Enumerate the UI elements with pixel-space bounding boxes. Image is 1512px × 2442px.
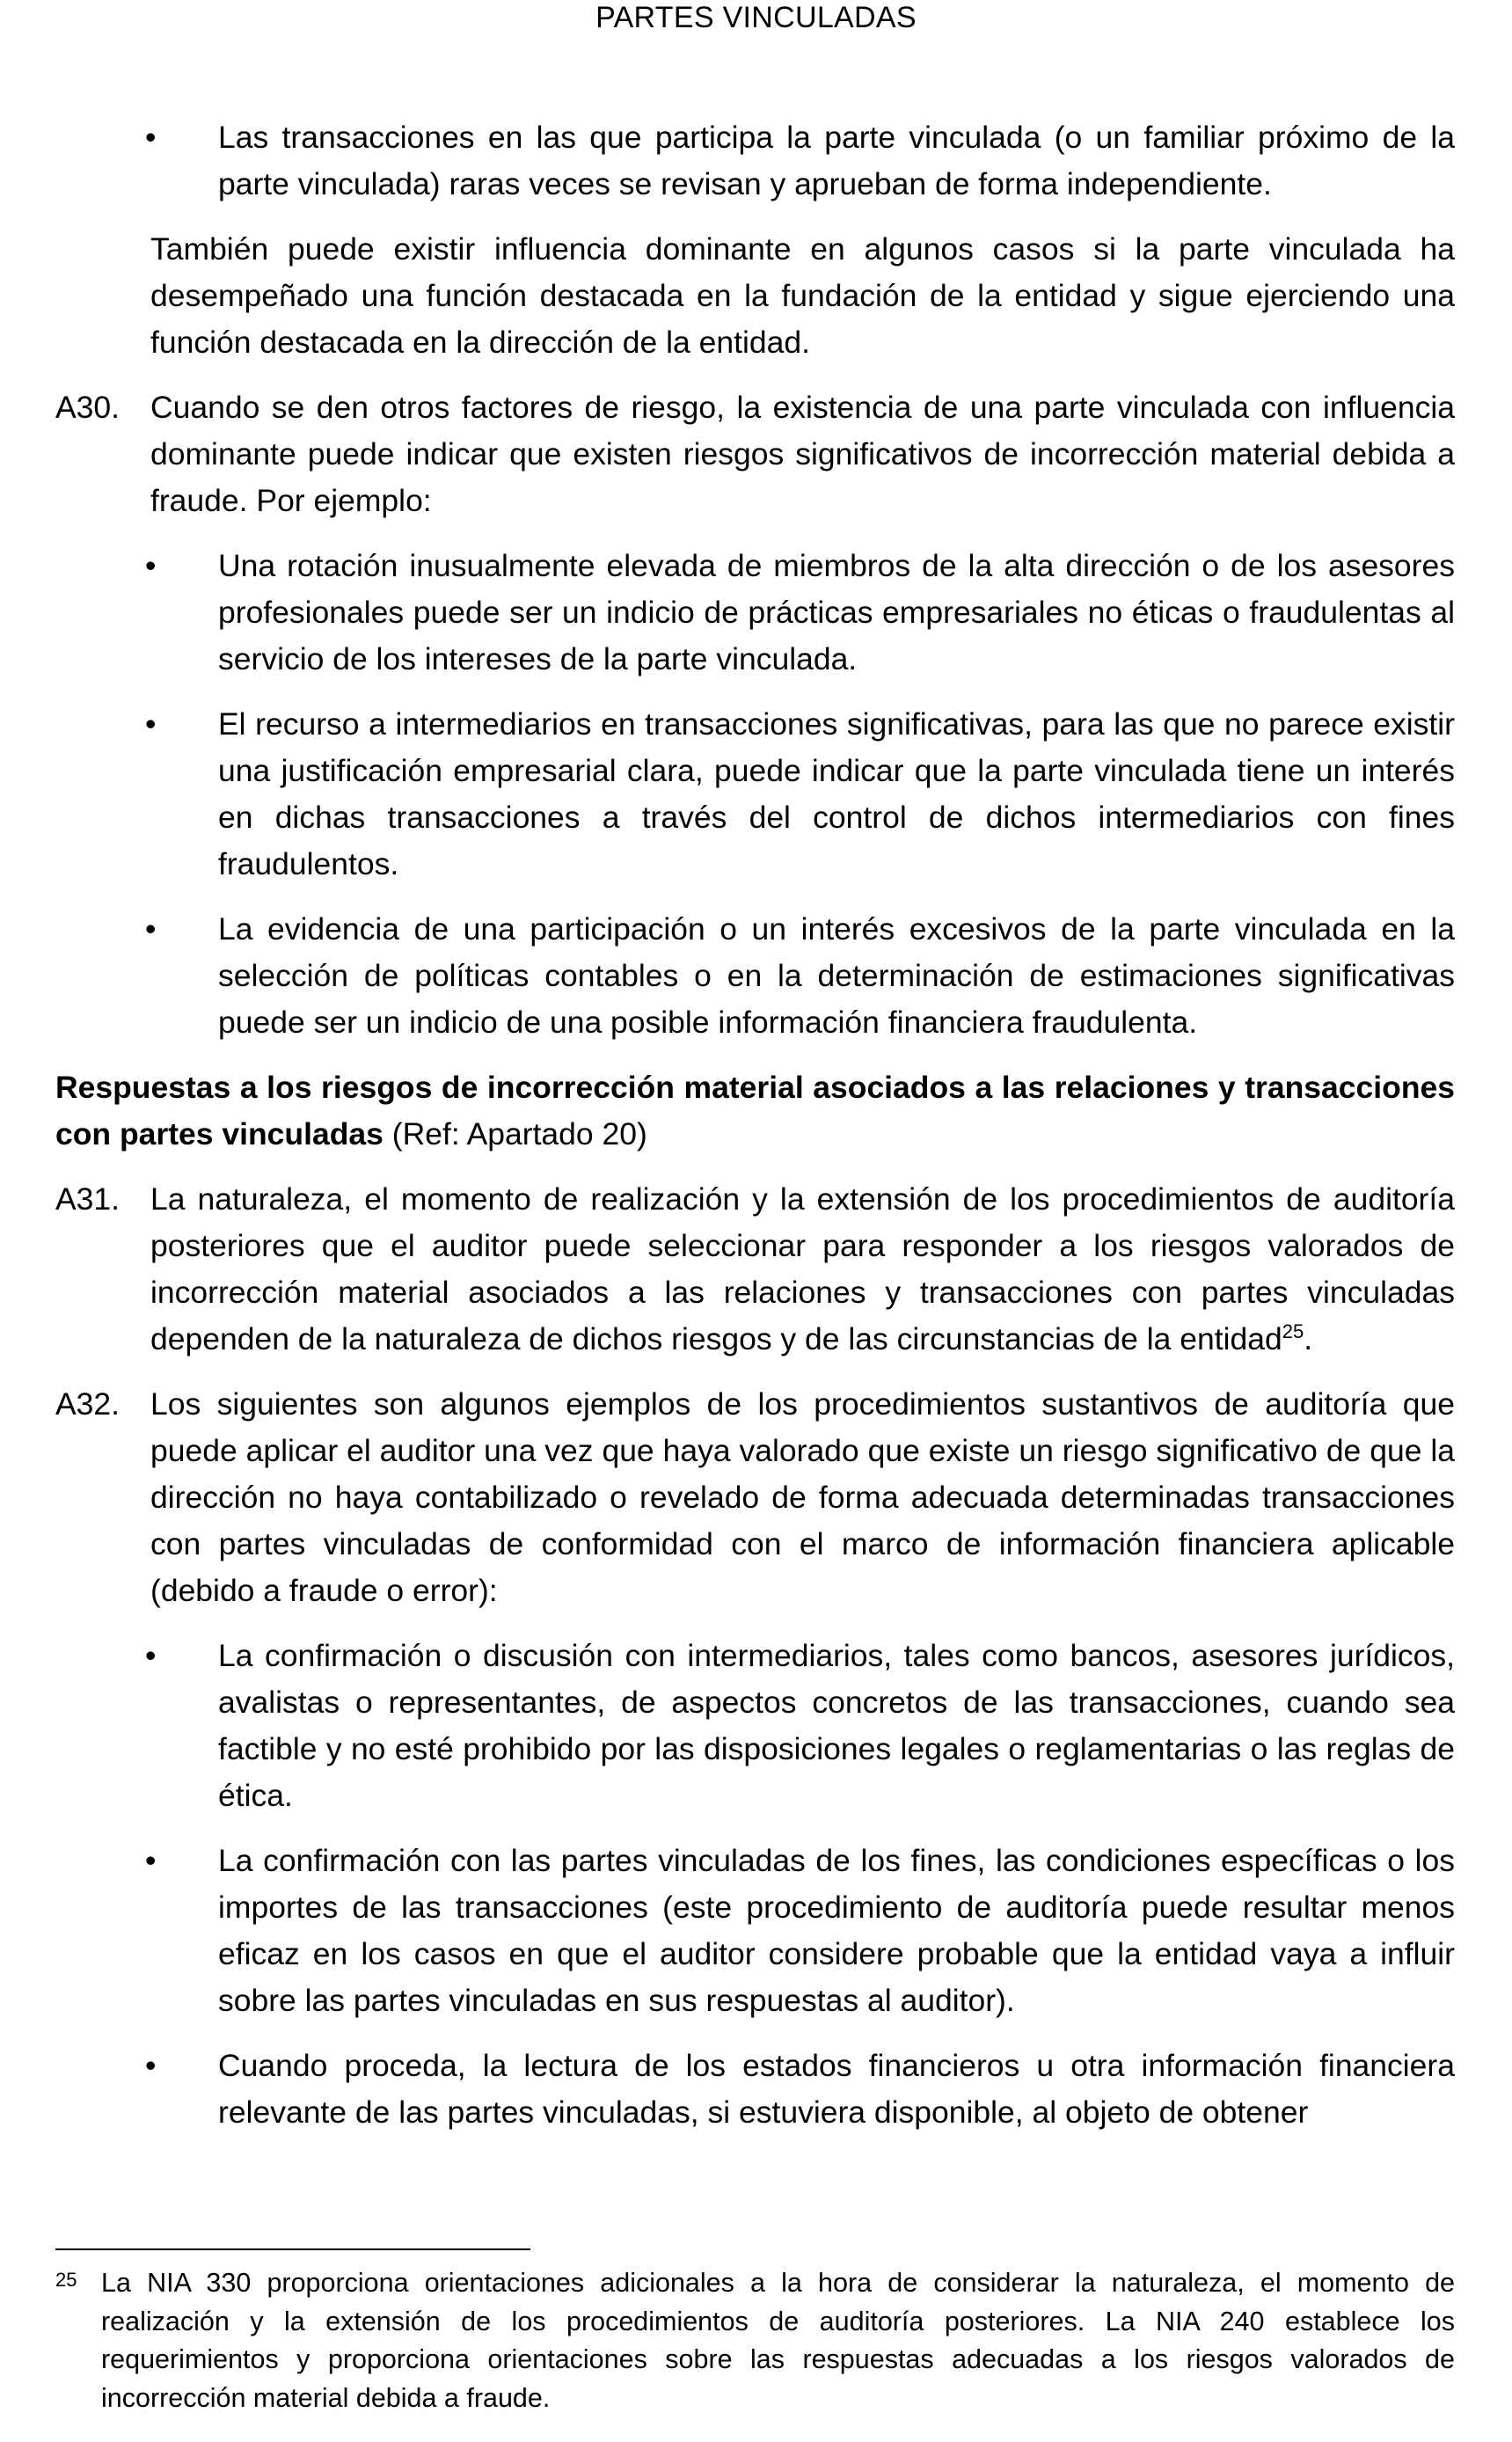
list-item	[55, 1633, 1455, 1819]
list-item-text: La confirmación o discusión con intermediarios, tales como bancos, asesores jurídicos, avalistas o representantes, de aspectos concretos de las transacciones, cuando sea factible y no esté prohibido por las disposiciones legales o reglamentarias o las reglas de ética.	[218, 1638, 1455, 1813]
paragraph-number: A30.	[55, 390, 121, 425]
paragraph-a32	[55, 1381, 1455, 1614]
list-item	[55, 2043, 1455, 2136]
list-item	[55, 543, 1455, 683]
list-item	[55, 114, 1455, 208]
bullet-icon: •	[145, 1843, 157, 1878]
footnote-number: 25	[55, 2269, 77, 2291]
paragraph-a31	[55, 1176, 1455, 1363]
paragraph-a30	[55, 384, 1455, 524]
paragraph-text: Los siguientes son algunos ejemplos de los procedimientos sustantivos de auditoría que puede aplicar el auditor una vez que haya valorado que existe un riesgo significativo de que la dirección no haya contabilizado o revelado de forma adecuada determinadas transacciones con partes vinculadas de conformidad con el marco de información financiera aplicable (debido a fraude o error):	[150, 1386, 1455, 1608]
footnote-text: La NIA 330 proporciona orientaciones adicionales a la hora de considerar la naturaleza, el momento de realización y la extensión de los procedimientos de auditoría posteriores. La NIA 240 establece los requerimientos y proporciona orientaciones sobre las respuestas adecuadas a los riesgos valorados de incorrección material debida a fraude.	[101, 2268, 1455, 2413]
paragraph-text: Cuando se den otros factores de riesgo, la existencia de una parte vinculada con influencia dominante puede indicar que existen riesgos significativos de incorrección material debida a fraude. Por ejemplo:	[150, 390, 1455, 518]
paragraph-number: A32.	[55, 1386, 121, 1422]
bullet-icon: •	[145, 1638, 157, 1673]
footnote	[55, 2264, 1455, 2417]
bullet-icon: •	[145, 120, 157, 155]
list-item-text: La evidencia de una participación o un interés excesivos de la parte vinculada en la selección de políticas contables o en la determinación de estimaciones significativas puede ser un indicio de una posible información financiera fraudulenta.	[218, 911, 1455, 1040]
section-heading-title: Respuestas a los riesgos de incorrección material asociados a las relaciones y transacciones con partes vinculadas	[55, 1070, 1455, 1152]
bullet-icon: •	[145, 2048, 157, 2083]
page-header: PARTES VINCULADAS	[595, 1, 917, 34]
bullet-icon: •	[145, 548, 157, 583]
bullet-icon: •	[145, 911, 157, 947]
paragraph-number: A31.	[55, 1181, 121, 1217]
list-item-text: Una rotación inusualmente elevada de miembros de la alta dirección o de los asesores profesionales puede ser un indicio de prácticas empresariales no éticas o fraudulentas al servicio de los intereses de la parte vinculada.	[218, 548, 1455, 676]
list-item-text: Las transacciones en las que participa la parte vinculada (o un familiar próximo de la parte vinculada) raras veces se revisan y aprueban de forma independiente.	[218, 120, 1455, 201]
list-item	[55, 701, 1455, 888]
section-heading	[55, 1064, 1455, 1158]
document-body	[55, 114, 1455, 2136]
list-item	[55, 1838, 1455, 2024]
list-item	[55, 906, 1455, 1046]
bullet-icon: •	[145, 706, 157, 742]
list-item-text: Cuando proceda, la lectura de los estados financieros u otra información financiera relevante de las partes vinculadas, si estuviera disponible, al objeto de obtener	[218, 2048, 1455, 2130]
list-item-text: La confirmación con las partes vinculadas de los fines, las condiciones específicas o los importes de las transacciones (este procedimiento de auditoría puede resultar menos eficaz en los casos en que el auditor considere probable que la entidad vaya a influir sobre las partes vinculadas en sus respuestas al auditor).	[218, 1843, 1455, 2018]
footnote-divider	[55, 2248, 530, 2250]
paragraph-tail: .	[1304, 1321, 1313, 1356]
footnote-reference[interactable]: 25	[1282, 1320, 1304, 1343]
list-item-text: El recurso a intermediarios en transacciones significativas, para las que no parece existir una justificación empresarial clara, puede indicar que la parte vinculada tiene un interés en dichas transacciones a través del control de dichos intermediarios con fines fraudulentos.	[218, 706, 1455, 881]
paragraph-text: La naturaleza, el momento de realización y la extensión de los procedimientos de auditoría posteriores que el auditor puede seleccionar para responder a los riesgos valorados de incorrección material asociados a las relaciones y transacciones con partes vinculadas dependen de la naturaleza de dichos riesgos y de las circunstancias de la entidad	[150, 1181, 1455, 1356]
paragraph: También puede existir influencia dominante en algunos casos si la parte vinculada ha desempeñado una función destacada en la fundación de la entidad y sigue ejerciendo una función destacada en la dirección de la entidad.	[150, 231, 1455, 360]
section-heading-ref: (Ref: Apartado 20)	[383, 1116, 647, 1152]
